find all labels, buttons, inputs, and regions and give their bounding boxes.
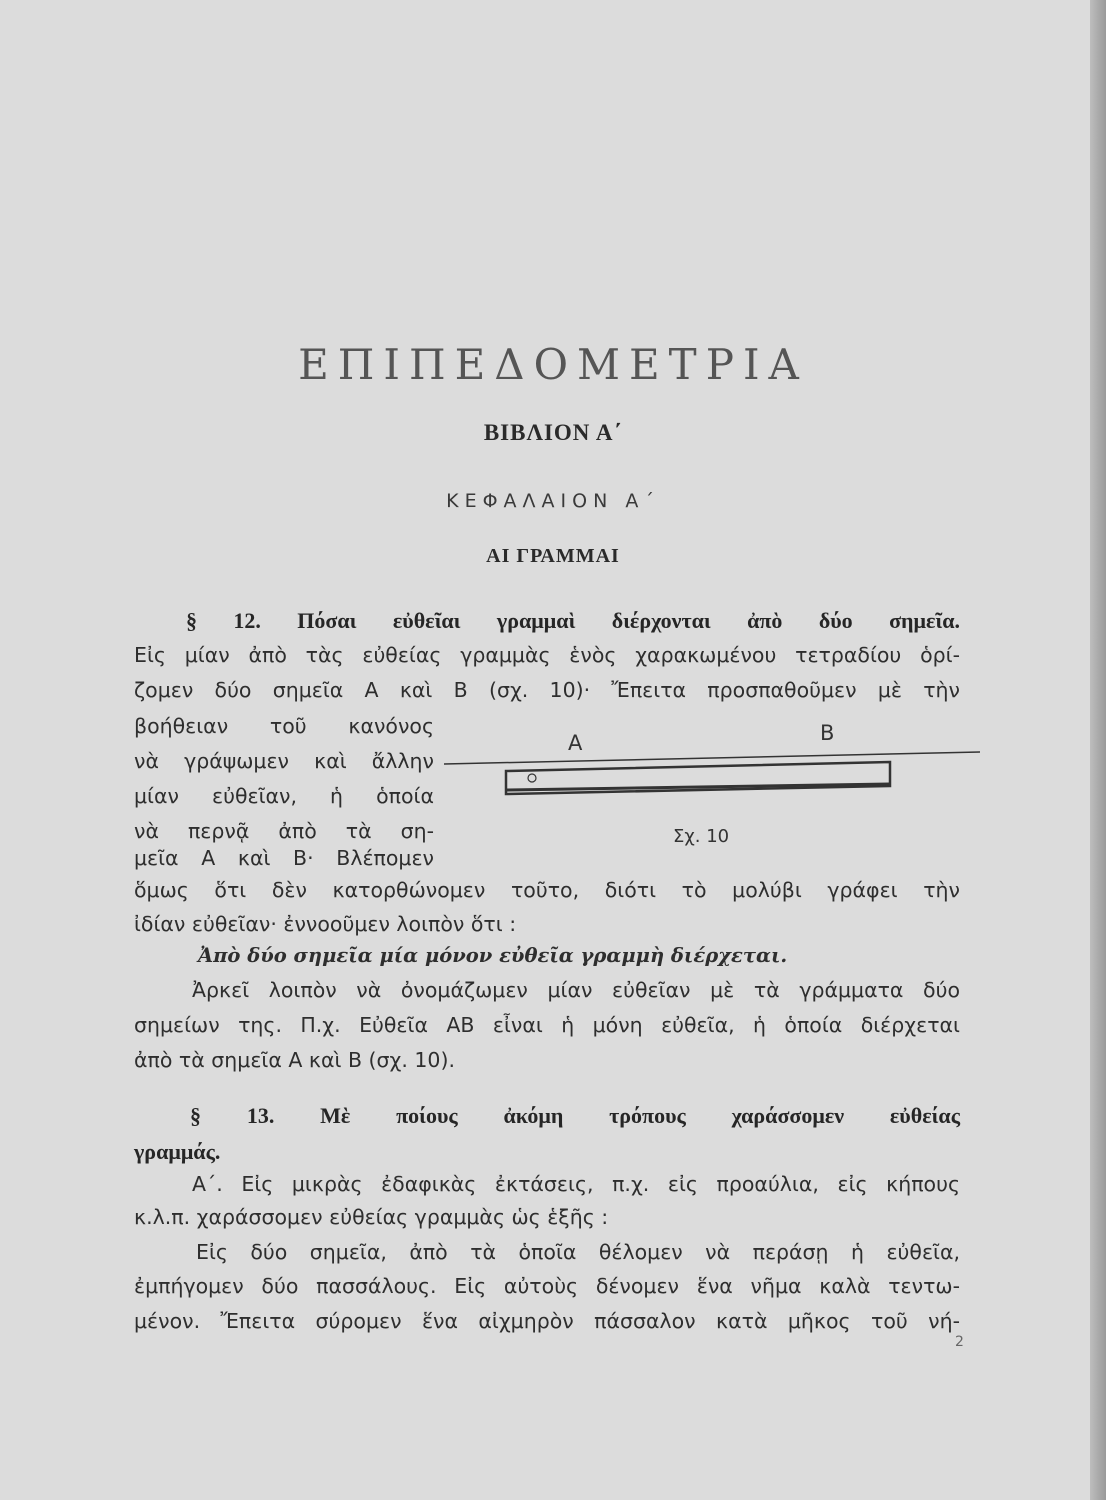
section-12-heading: § 12. Πόσαι εὐθεῖαι γραμμαὶ διέρχονται ἀπὸ δύο σημεῖα. — [186, 608, 960, 633]
body-line: βοήθειαν τοῦ κανόνος — [134, 714, 434, 738]
body-line: νὰ γράψωμεν καὶ ἄλλην — [134, 749, 434, 773]
body-line: κ.λ.π. χαράσσομεν εὐθείας γραμμὰς ὡς ἑξῆς : — [134, 1205, 609, 1229]
body-line: σημείων της. Π.χ. Εὐθεῖα ΑΒ εἶναι ἡ μόνη εὐθεῖα, ἡ ὁποία διέρχεται — [134, 1013, 960, 1037]
body-line: Ἀρκεῖ λοιπὸν νὰ ὀνομάζωμεν μίαν εὐθεῖαν μὲ τὰ γράμματα δύο — [192, 978, 960, 1002]
section-13-heading-cont: γραμμάς. — [134, 1139, 221, 1164]
page-signature-mark: 2 — [955, 1334, 964, 1350]
body-line: νὰ περνᾷ ἀπὸ τὰ ση- — [134, 819, 434, 843]
section-13-heading: § 13. Μὲ ποίους ἀκόμη τρόπους χαράσσομεν εὐθείας — [190, 1103, 960, 1128]
body-line: ἀπὸ τὰ σημεῖα Α καὶ Β (σχ. 10). — [134, 1048, 455, 1072]
figure-caption: Σχ. 10 — [673, 826, 730, 847]
body-line: ὅμως ὅτι δὲν κατορθώνομεν τοῦτο, διότι τὸ μολύβι γράφει τὴν — [134, 878, 960, 902]
figure-ruler-line — [440, 718, 980, 858]
book-title: ΕΠΙΠΕΔΟΜΕΤΡΙΑ — [298, 340, 808, 389]
body-line: μεῖα Α καὶ Β· Βλέπομεν — [134, 846, 434, 870]
page-edge — [1090, 0, 1106, 1500]
body-line: ἐμπήγομεν δύο πασσάλους. Εἰς αὐτοὺς δένομεν ἕνα νῆμα καλὰ τεντω- — [134, 1274, 960, 1298]
body-line: Εἰς δύο σημεῖα, ἀπὸ τὰ ὁποῖα θέλομεν νὰ περάσῃ ἡ εὐθεῖα, — [196, 1240, 960, 1264]
chapter-title: ΑΙ ΓΡΑΜΜΑΙ — [486, 545, 620, 567]
body-line: μίαν εὐθεῖαν, ἡ ὁποία — [134, 784, 434, 808]
book-label: ΒΙΒΛΙΟΝ Α΄ — [483, 420, 623, 445]
body-line: μένον. Ἔπειτα σύρομεν ἕνα αἰχμηρὸν πάσσαλον κατὰ μῆκος τοῦ νή- — [134, 1309, 960, 1333]
point-b-label: B — [820, 721, 835, 745]
body-line: ζομεν δύο σημεῖα Α καὶ Β (σχ. 10)· Ἔπειτα προσπαθοῦμεν μὲ τὴν — [134, 678, 960, 702]
body-line: Εἰς μίαν ἀπὸ τὰς εὐθείας γραμμὰς ἑνὸς χαρακωμένου τετραδίου ὁρί- — [134, 643, 960, 667]
straight-line-ab — [444, 752, 980, 764]
chapter-label: ΚΕΦΑΛΑΙΟΝ Α΄ — [446, 490, 660, 512]
principle-statement: Ἀπὸ δύο σημεῖα μία μόνον εὐθεῖα γραμμὴ διέρχεται. — [198, 944, 788, 967]
body-line: Α΄. Εἰς μικρὰς ἐδαφικὰς ἐκτάσεις, π.χ. εἰς προαύλια, εἰς κήπους — [192, 1172, 960, 1196]
point-a-label: A — [568, 731, 583, 755]
body-line: ἰδίαν εὐθεῖαν· ἐννοοῦμεν λοιπὸν ὅτι : — [134, 912, 517, 936]
ruler-hole — [528, 774, 536, 782]
